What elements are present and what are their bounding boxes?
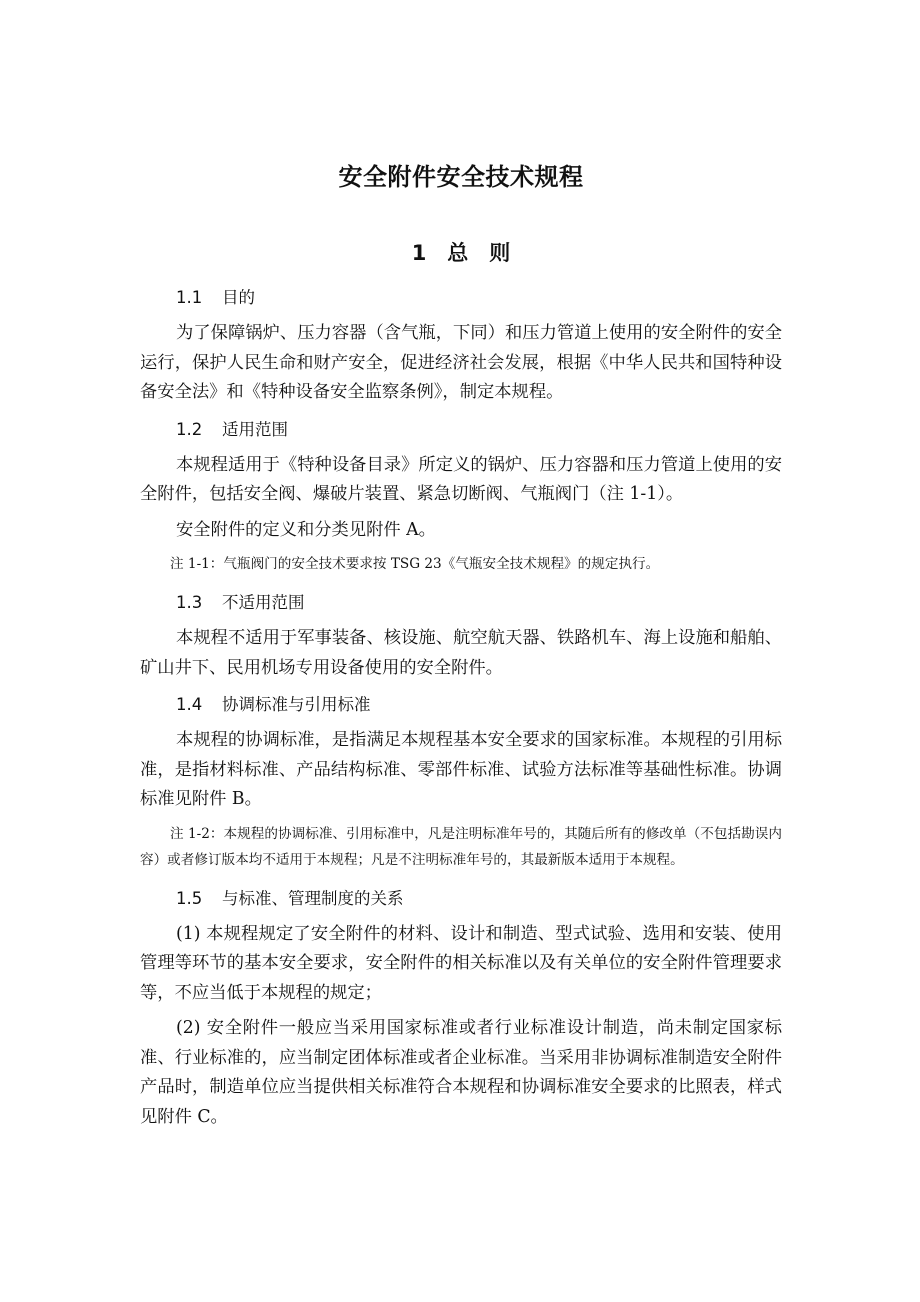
section-number: 1.5 — [176, 888, 203, 908]
section-number: 1.4 — [176, 695, 203, 714]
section-heading-1-2 — [140, 414, 782, 445]
paragraph-scope-definition: 安全附件的定义和分类见附件 A。 — [176, 519, 436, 540]
list-item-2: (2) 安全附件一般应当采用国家标准或者行业标准设计制造，尚未制定国家标准、行业标准的，应当制定团体标准或者企业标准。当采用非协调标准制造安全附件产品时，制造单位应当提供相关标准符合本规程和协调标准安全要求的比照表，样式见附件 C。 — [140, 1018, 782, 1127]
section-heading-1-5 — [140, 883, 782, 914]
section-title: 协调标准与引用标准 — [222, 695, 371, 714]
section-title: 与标准、管理制度的关系 — [222, 888, 404, 908]
chapter-title: 1 总 则 — [411, 241, 511, 265]
section-title: 适用范围 — [222, 419, 288, 439]
section-title: 不适用范围 — [222, 593, 305, 612]
note-1-2: 注 1-2：本规程的协调标准、引用标准中，凡是注明标准年号的，其随后所有的修改单（不包括勘误内容）或者修订版本均不适用于本规程；凡是不注明标准年号的，其最新版本适用于本规程。 — [140, 825, 782, 868]
section-number: 1.1 — [176, 288, 203, 307]
note-1-1: 注 1-1：气瓶阀门的安全技术要求按 TSG 23《气瓶安全技术规程》的规定执行。 — [170, 556, 660, 572]
list-item-1: (1) 本规程规定了安全附件的材料、设计和制造、型式试验、选用和安装、使用管理等环节的基本安全要求，安全附件的相关标准以及有关单位的安全附件管理要求等，不应当低于本规程的规定； — [140, 923, 782, 1003]
section-title: 目的 — [222, 288, 255, 307]
section-heading-1-1 — [140, 282, 782, 313]
section-number: 1.2 — [176, 419, 203, 439]
section-number: 1.3 — [176, 593, 203, 612]
paragraph-purpose: 为了保障锅炉、压力容器（含气瓶，下同）和压力管道上使用的安全附件的安全运行，保护人民生命和财产安全，促进经济社会发展，根据《中华人民共和国特种设备安全法》和《特种设备安全监察条例》，制定本规程。 — [140, 323, 782, 402]
section-heading-1-3 — [140, 587, 782, 618]
section-heading-1-4 — [140, 689, 782, 720]
paragraph-scope: 本规程适用于《特种设备目录》所定义的锅炉、压力容器和压力管道上使用的安全附件，包括安全阀、爆破片装置、紧急切断阀、气瓶阀门（注 1-1）。 — [140, 454, 782, 504]
paragraph-standards: 本规程的协调标准，是指满足本规程基本安全要求的国家标准。本规程的引用标准，是指材料标准、产品结构标准、零部件标准、试验方法标准等基础性标准。协调标准见附件 B。 — [140, 730, 782, 809]
document-body — [140, 154, 782, 1138]
paragraph-exclusions: 本规程不适用于军事装备、核设施、航空航天器、铁路机车、海上设施和船舶、矿山井下、民用机场专用设备使用的安全附件。 — [140, 628, 782, 678]
document-title: 安全附件安全技术规程 — [338, 163, 584, 191]
